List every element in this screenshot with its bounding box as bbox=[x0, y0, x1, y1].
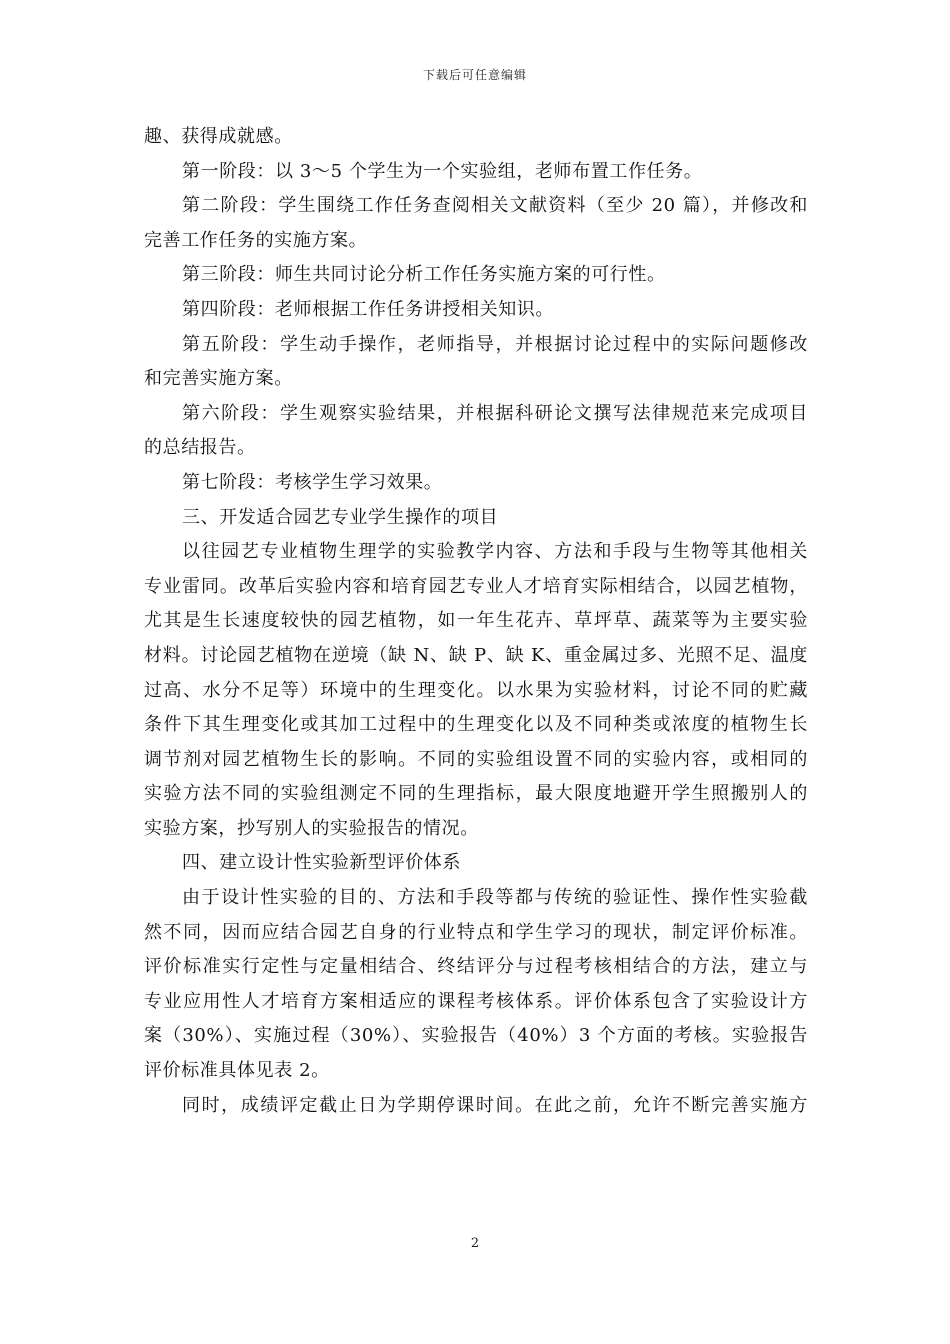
body-line: 评价标准具体见表 2。 bbox=[144, 1060, 330, 1082]
body-line: 第三阶段：师生共同讨论分析工作任务实施方案的可行性。 bbox=[182, 264, 666, 286]
body-line: 完善工作任务的实施方案。 bbox=[144, 229, 368, 251]
body-line: 第一阶段：以 3～5 个学生为一个实验组，老师布置工作任务。 bbox=[182, 160, 703, 182]
body-line: 实验方案，抄写别人的实验报告的情况。 bbox=[144, 817, 479, 839]
body-line: 和完善实施方案。 bbox=[144, 368, 293, 390]
section-heading: 三、开发适合园艺专业学生操作的项目 bbox=[182, 506, 499, 528]
body-line: 趣、获得成就感。 bbox=[144, 126, 293, 147]
body-line: 尤其是生长速度较快的园艺植物，如一年生花卉、草坪草、蔬菜等为主要实验 bbox=[144, 610, 808, 632]
page-number: 2 bbox=[470, 1236, 480, 1251]
body-line: 实验方法不同的实验组测定不同的生理指标，最大限度地避开学生照搬别人的 bbox=[144, 783, 808, 805]
body-line: 条件下其生理变化或其加工过程中的生理变化以及不同种类或浓度的植物生长 bbox=[144, 714, 808, 736]
body-line: 由于设计性实验的目的、方法和手段等都与传统的验证性、操作性实验截 bbox=[182, 887, 808, 909]
body-line: 材料。讨论园艺植物在逆境（缺 N、缺 P、缺 K、重金属过多、光照不足、温度 bbox=[144, 644, 808, 666]
body-line: 然不同，因而应结合园艺自身的行业特点和学生学习的现状，制定评价标准。 bbox=[144, 921, 808, 943]
body-line: 第六阶段：学生观察实验结果，并根据科研论文撰写法律规范来完成项目 bbox=[182, 402, 808, 424]
document-body bbox=[144, 120, 808, 1123]
body-line: 评价标准实行定性与定量相结合、终结评分与过程考核相结合的方法，建立与 bbox=[144, 956, 808, 978]
body-line: 第五阶段：学生动手操作，老师指导，并根据讨论过程中的实际问题修改 bbox=[182, 333, 808, 355]
body-line: 的总结报告。 bbox=[144, 437, 256, 459]
section-heading: 四、建立设计性实验新型评价体系 bbox=[182, 852, 461, 874]
body-line: 专业雷同。改革后实验内容和培育园艺专业人才培育实际相结合，以园艺植物， bbox=[144, 575, 808, 597]
body-line: 第二阶段：学生围绕工作任务查阅相关文献资料（至少 20 篇），并修改和 bbox=[182, 195, 808, 217]
body-line: 专业应用性人才培育方案相适应的课程考核体系。评价体系包含了实验设计方 bbox=[144, 990, 808, 1012]
body-line: 调节剂对园艺植物生长的影响。不同的实验组设置不同的实验内容，或相同的 bbox=[144, 748, 808, 770]
body-line: 同时，成绩评定截止日为学期停课时间。在此之前，允许不断完善实施方 bbox=[182, 1094, 808, 1116]
body-line: 过高、水分不足等）环境中的生理变化。以水果为实验材料，讨论不同的贮藏 bbox=[144, 679, 808, 701]
page-header-note: 下载后可任意编辑 bbox=[422, 68, 527, 82]
body-line: 第四阶段：老师根据工作任务讲授相关知识。 bbox=[182, 298, 554, 320]
body-line: 案（30%）、实施过程（30%）、实验报告（40%）3 个方面的考核。实验报告 bbox=[144, 1025, 808, 1047]
body-line: 第七阶段：考核学生学习效果。 bbox=[182, 471, 443, 493]
body-line: 以往园艺专业植物生理学的实验教学内容、方法和手段与生物等其他相关 bbox=[182, 541, 808, 563]
